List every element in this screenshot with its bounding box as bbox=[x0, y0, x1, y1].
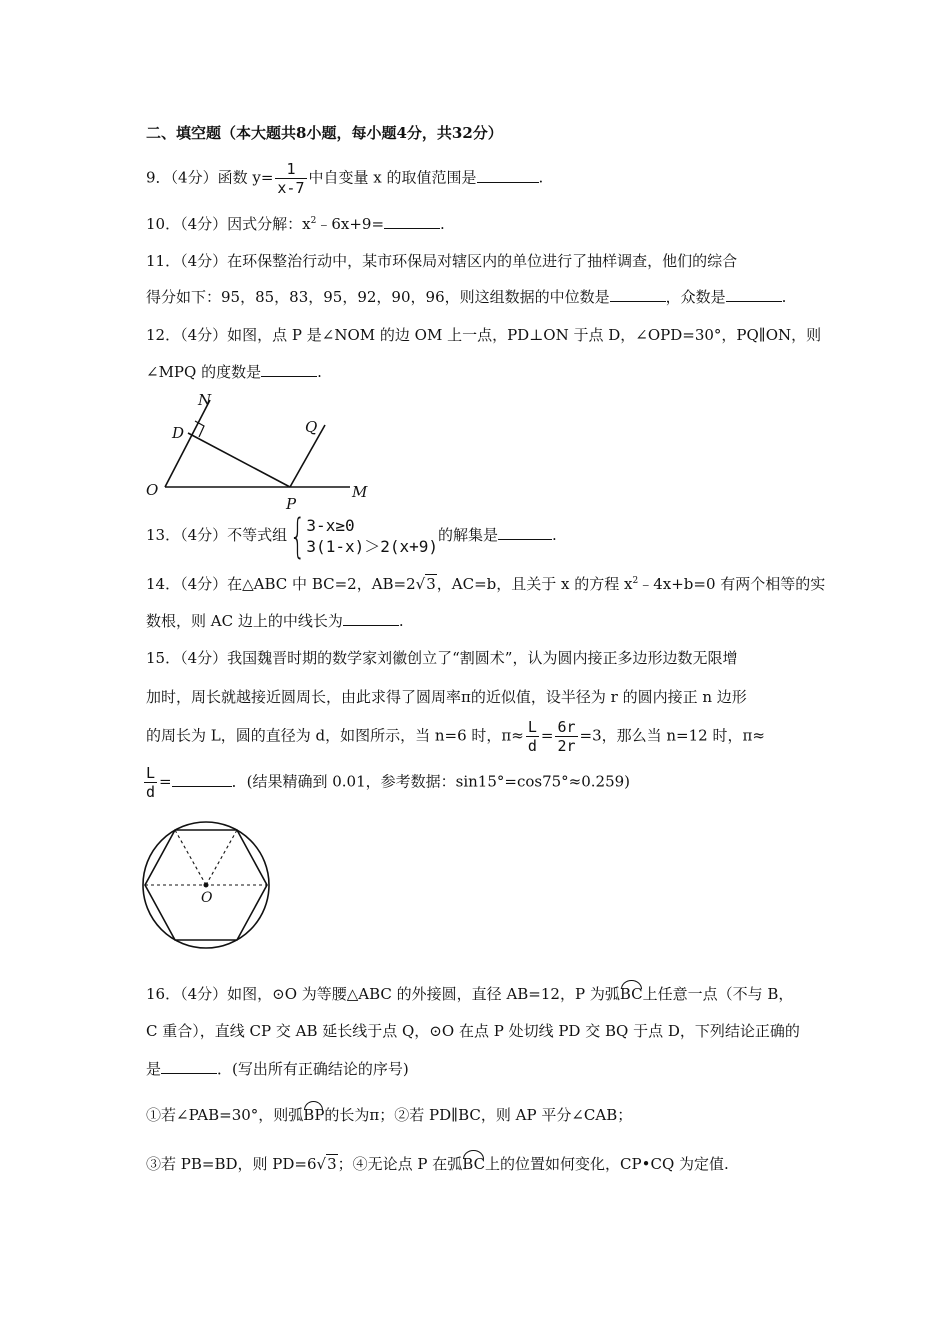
q10-prefix: 10．（4分）因式分解：x bbox=[146, 215, 311, 233]
radius-dashed bbox=[175, 830, 206, 885]
question-11-line2 bbox=[146, 286, 786, 307]
answer-blank bbox=[726, 300, 782, 302]
q15-line3b: =3，那么当 n=12 时，π≈ bbox=[579, 726, 765, 745]
arc-bp: BP bbox=[303, 1101, 324, 1124]
question-14-line2 bbox=[146, 610, 404, 631]
q16-line3a: 是 bbox=[146, 1060, 162, 1078]
sqrt-expression: √3 bbox=[415, 575, 436, 593]
q10-end: . bbox=[440, 215, 445, 233]
q14-end: . bbox=[398, 612, 404, 630]
q16-line4b: 的长为π；②若 PD∥BC，则 AP 平分∠CAB； bbox=[324, 1106, 633, 1124]
right-angle-mark bbox=[195, 421, 204, 437]
ray-on bbox=[165, 400, 210, 487]
q16-line1a: 16．（4分）如图，⊙O 为等腰△ABC 的外接圆，直径 AB=12，P 为弧 bbox=[146, 985, 620, 1003]
question-9 bbox=[146, 160, 543, 197]
q16-line5a: ③若 PB=BD，则 PD=6 bbox=[146, 1155, 317, 1173]
q13-row1: 3-x≥0 bbox=[306, 516, 355, 535]
question-16-line2: C 重合），直线 CP 交 AB 延长线于点 Q，⊙O 在点 P 处切线 PD 交 BQ 于点 D，下列结论正确的 bbox=[146, 1022, 800, 1040]
answer-blank bbox=[477, 181, 539, 183]
left-brace-icon: { bbox=[289, 509, 306, 563]
q16-line3b: ．(写出所有正确结论的序号) bbox=[217, 1060, 409, 1078]
q16-line5b: ；④无论点 P 在弧 bbox=[337, 1155, 463, 1173]
question-14-line1 bbox=[146, 573, 825, 594]
q16-line5c: 上的位置如何变化，CP•CQ 为定值. bbox=[485, 1155, 729, 1173]
q11-end: . bbox=[781, 288, 787, 306]
q15-f2-den: 2r bbox=[557, 737, 576, 755]
question-16-line1 bbox=[146, 980, 793, 1004]
q14-line1a: 14．（4分）在△ABC 中 BC=2，AB=2 bbox=[146, 575, 416, 593]
question-15-line2: 加时，周长就越接近圆周长，由此求得了圆周率π的近似值，设半径为 r 的圆内接正 n 边形 bbox=[146, 688, 747, 706]
q15-f3-num: L bbox=[146, 764, 156, 782]
q15-eq: = bbox=[540, 726, 554, 745]
question-16-line5 bbox=[146, 1150, 729, 1174]
question-16-line4 bbox=[146, 1101, 632, 1125]
q15-f2-num: 6r bbox=[557, 718, 576, 736]
q14-line1b: ，AC=b，且关于 x 的方程 x bbox=[436, 575, 633, 593]
q13-end: . bbox=[552, 526, 557, 544]
question-16-line3 bbox=[146, 1058, 409, 1079]
q9-prefix: 9．（4分）函数 y= bbox=[146, 168, 274, 187]
q12-line2: ∠MPQ 的度数是 bbox=[146, 363, 262, 381]
answer-blank bbox=[610, 300, 666, 302]
q14-sup: 2 bbox=[632, 576, 639, 586]
q13-row2: 3(1-x)＞2(x+9) bbox=[306, 537, 439, 556]
q10-mid: ﹣6x+9= bbox=[316, 215, 385, 233]
q9-frac-den: x-7 bbox=[277, 179, 305, 197]
question-15-line3 bbox=[146, 718, 765, 755]
q9-frac-num: 1 bbox=[275, 160, 306, 179]
q15-line4: ．(结果精确到 0.01，参考数据：sin15°=cos75°≈0.259) bbox=[231, 772, 631, 791]
q16-line1b: 上任意一点（不与 B， bbox=[642, 985, 794, 1003]
question-10 bbox=[146, 213, 445, 234]
q14-line1c: ﹣4x+b=0 有两个相等的实 bbox=[638, 575, 826, 593]
answer-blank bbox=[261, 375, 317, 377]
fraction-l-over-d bbox=[144, 764, 157, 801]
label-o: O bbox=[201, 890, 213, 906]
section-title: 二、填空题（本大题共8小题，每小题4分，共32分） bbox=[146, 124, 503, 142]
answer-blank bbox=[172, 785, 232, 787]
question-15-line1: 15．（4分）我国魏晋时期的数学家刘徽创立了“割圆术”，认为圆内接正多边形边数无限增 bbox=[146, 649, 738, 667]
q13-prefix: 13．（4分）不等式组 bbox=[146, 526, 288, 544]
label-o: O bbox=[146, 481, 159, 499]
label-m: M bbox=[352, 483, 368, 501]
arc-bc: BC bbox=[462, 1150, 485, 1173]
answer-blank bbox=[161, 1072, 217, 1074]
q10-sup: 2 bbox=[310, 216, 317, 226]
fraction-l-over-d bbox=[526, 718, 539, 755]
answer-blank bbox=[498, 538, 552, 540]
q14-line2: 数根，则 AC 边上的中线长为 bbox=[146, 612, 343, 630]
q13-suffix: 的解集是 bbox=[438, 526, 499, 544]
question-12-line2 bbox=[146, 361, 322, 382]
q12-figure bbox=[140, 385, 380, 515]
radius-dashed bbox=[206, 830, 237, 885]
label-n: N bbox=[198, 391, 212, 409]
question-11-line1: 11．（4分）在环保整治行动中，某市环保局对辖区内的单位进行了抽样调查，他们的综合 bbox=[146, 252, 738, 270]
label-d: D bbox=[172, 424, 185, 442]
question-12-line1: 12．（4分）如图，点 P 是∠NOM 的边 OM 上一点，PD⊥ON 于点 D，∠OPD=30°，PQ∥ON，则 bbox=[146, 326, 822, 344]
arc-bc: BC bbox=[620, 980, 643, 1003]
answer-blank bbox=[384, 227, 440, 229]
q11-line2b: ，众数是 bbox=[665, 288, 726, 306]
q16-line4a: ①若∠PAB=30°，则弧 bbox=[146, 1106, 304, 1124]
q15-figure bbox=[138, 820, 278, 952]
q12-end: . bbox=[317, 363, 322, 381]
q15-f3-den: d bbox=[146, 783, 156, 801]
q14-radicand: 3 bbox=[426, 575, 436, 593]
center-dot bbox=[204, 883, 209, 888]
answer-blank bbox=[343, 624, 399, 626]
question-15-line4: $\frac{L}{d}$ = ．(结果精确到 0.01，参考数据：sin15°=cos75°≈0.259) bbox=[146, 764, 631, 801]
q16-radicand: 3 bbox=[327, 1155, 337, 1173]
label-q: Q bbox=[305, 418, 318, 436]
q9-suffix: 中自变量 x 的取值范围是 bbox=[308, 168, 477, 187]
q9-fraction bbox=[275, 160, 306, 197]
segment-pd bbox=[188, 433, 290, 487]
sqrt-expression: √3 bbox=[316, 1155, 337, 1173]
q15-line3a: 的周长为 L，圆的直径为 d，如图所示，当 n=6 时，π≈ bbox=[146, 726, 524, 745]
q11-line2a: 得分如下：95，85，83，95，92，90，96，则这组数据的中位数是 bbox=[146, 288, 610, 306]
fraction-6r-over-2r bbox=[555, 718, 577, 755]
question-13 bbox=[146, 509, 557, 563]
q9-end: . bbox=[538, 168, 544, 187]
inequality-system bbox=[306, 515, 438, 557]
q15-f1-num: L bbox=[527, 718, 537, 736]
q15-f1-den: d bbox=[527, 737, 537, 755]
label-p: P bbox=[286, 495, 297, 513]
